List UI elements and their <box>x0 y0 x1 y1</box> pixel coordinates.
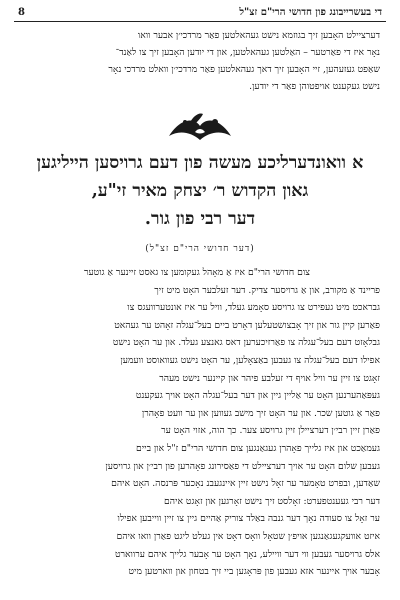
text-line: אלס גרויסער געבען ווי דער וויילע, נאָך האָט ער אָבער גלייך איהם ערווארט <box>114 548 380 560</box>
text-line: שאַדען, ובפרט טאָמער ער זאָל נישט זיין איינגעבנ נאָכער פּרנסה. האָט איהם <box>111 478 380 490</box>
text-line: דערציילט האָבען זיך בגוזמא נישט געהאלטען פאַר מרדכי׳ן אבער וואו <box>137 30 380 41</box>
text-line: גבלאָזט דעם בעל־עגלה צו פאַרזיכערען דאס גאנצע געלד. און ער האָט נישט <box>112 337 380 349</box>
story-body <box>20 264 380 581</box>
text-line: געפּאַהערנען האָט ער אַליין גיין און דער בעל־עגלה האָט אויך געקענט <box>135 390 380 402</box>
text-line: דער רבי געענטפערט: זאָלסט זיך נישט זאָרגען און זאָגט איהם <box>164 495 380 507</box>
text-line: אָבער אויך איינער אזא געבען פון פּראָגען ביי זיך בטחון און ווארטען מיט <box>128 566 380 578</box>
header-rule <box>14 21 386 22</box>
text-line: צום חדושי הרי"ם איז אַ מאָהל געקומען צו גאסט זיינער אַ גוטער <box>83 267 310 278</box>
source-note: (דער חדושי הרי"ם זצ"ל) <box>145 244 255 254</box>
text-line: פריינד אַ מקורב, און אַ גרויסער צדיק. דער זעלבער האָט מיט זיך <box>154 284 380 296</box>
text-line: נישט געקענט אויפטוהן פאַר די יודען. <box>249 81 380 92</box>
text-line: איזט אוועקגעגאַנגען אויפ׳ן שטאָל וואָס דאָט אין געלט ליגט פאַרן וואו איהם <box>116 530 380 542</box>
story-title-line-2: גאון הקדוש ר׳ יצחק מאיר זי"ע, <box>91 181 309 201</box>
text-line: ער זאָל צו סעודה נאָך דער גנבה באַלד צוריק אַהיים גיין צו זיין ווייבען אפילו <box>117 513 380 525</box>
ornament-divider <box>165 110 235 146</box>
continued-text-block <box>20 27 380 95</box>
story-title-line-1: א וואונדערליכע מעשה פון דעם גרויסען הייליגען <box>36 153 364 173</box>
text-line: פאַרן זיין רבי׳ן דערציילן זיין גרויסע צער. כך הוה, אזוי האָט ער <box>161 425 380 437</box>
page-number: 8 <box>18 6 25 18</box>
running-title: די בעשרייבונג פון חדושי הרי"ם זצ"ל <box>239 6 382 18</box>
text-line: נאָר איז די פאַרטער – האַלטען געהאלטען, און די יודען האָבען זיך צו לאַנד־ <box>115 47 380 58</box>
text-line: געבען שלום האָט ער אויך דערציילט די פאַסירונג פאָהרען פון רבי׳ן און גרויסען <box>105 460 380 472</box>
text-line: געמאַכט און איז גלייך פאָהרן געגאַנגען צום חדושי הרי"ם ז"ל און ביים <box>136 442 380 454</box>
text-line: אפילו דעם בעל־עגלה צו געבען באַצאָלען, ער האָט נישט געוואוסט וועמען <box>120 354 380 366</box>
running-header <box>18 4 382 20</box>
text-line: זאָגט צו זיין ער וויל אויף די זעלבע פיהר און קיינער נישט מעהר <box>159 372 380 384</box>
text-line: גבראכט מיט געפירט צו גרויסע סאָמע געלד, וויל ער איז אונטערוועגס צו <box>127 302 380 314</box>
story-title-line-3: דער רבי פון גור. <box>144 209 256 229</box>
text-line: פאַר אַ גוטען שכר. און ער האָט זיך מישב געווען און ער וועט פאָהרן <box>141 407 380 419</box>
text-line: פאַרען קיין גור און זיך אָבצושטעלען דאָרט ביים בעל־עגלה זאָהט ער געהאט <box>114 319 380 331</box>
text-line: שאַפט געזעהען, זיי האָבען זיך דאך געהאלטען פאַר מרדכי׳ן וואלט מרדכי נאָר <box>108 64 380 75</box>
